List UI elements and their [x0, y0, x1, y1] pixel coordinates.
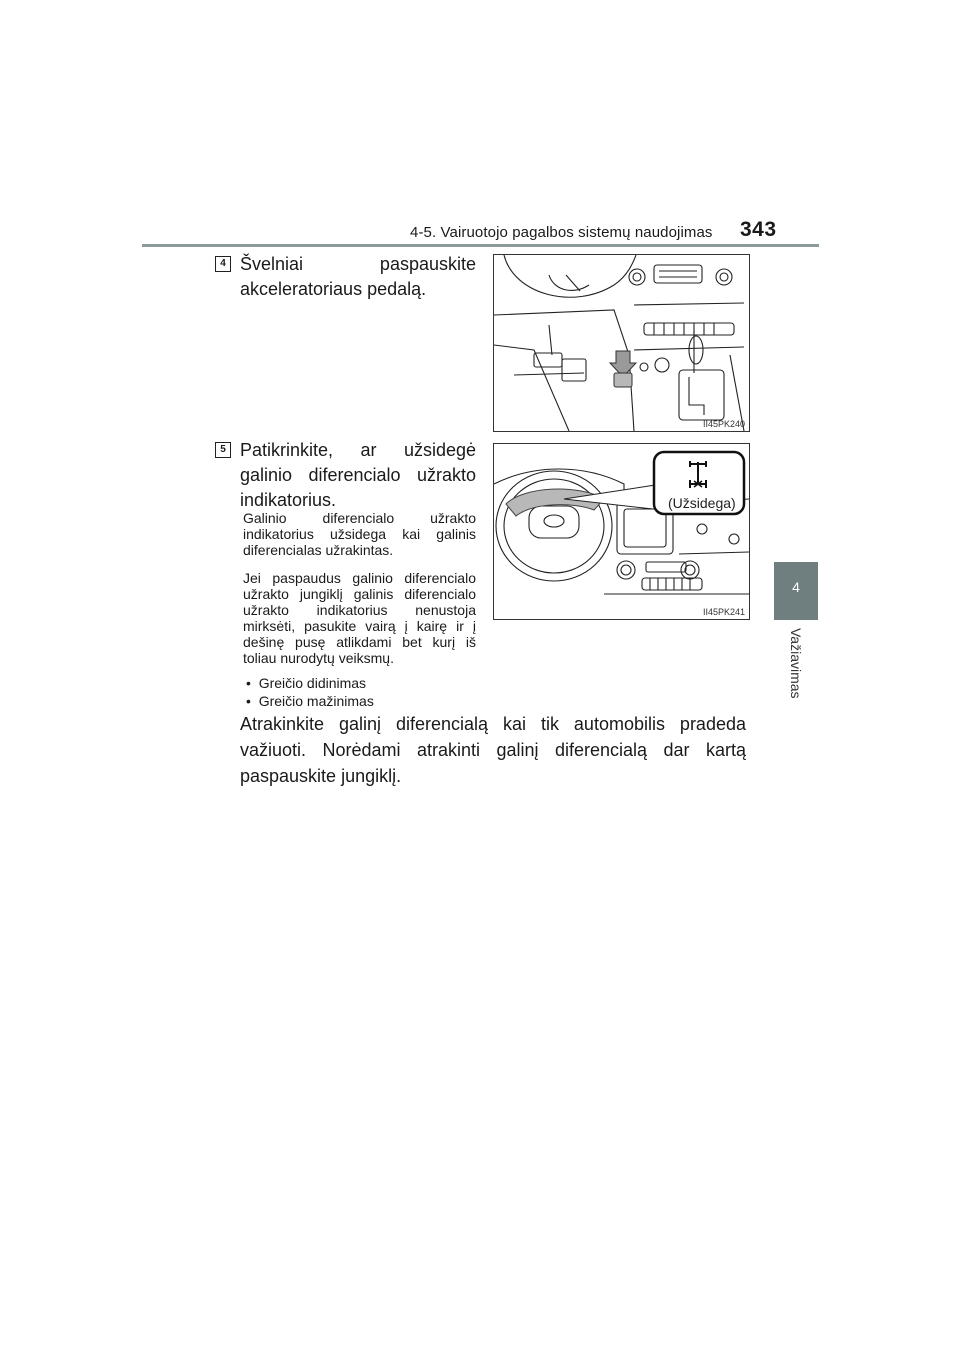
figure-code: II45PK240	[702, 419, 745, 429]
chapter-tab	[774, 562, 818, 620]
chapter-number: 4	[792, 579, 800, 595]
figure-code: II45PK241	[702, 607, 745, 617]
figure-accelerator-pedal	[493, 254, 750, 432]
step-5-text: Patikrinkite, ar užsidegė galinio diferencialo užrakto indikatorius.	[240, 440, 476, 510]
figure-indicator	[493, 443, 750, 620]
step-number-box: 4	[215, 256, 231, 272]
closing-paragraph: Atrakinkite galinį diferencialą kai tik automobilis pradeda važiuoti. Norėdami atrakinti galinį diferencialą dar kartą paspauskite jungiklį.	[240, 714, 746, 786]
header-rule	[142, 244, 819, 247]
step-4-text: Švelniai paspauskite akceleratoriaus pedalą.	[240, 254, 476, 299]
section-title: 4-5. Vairuotojo pagalbos sistemų naudojimas	[410, 224, 713, 241]
bullet-text: Greičio mažinimas	[258, 693, 374, 709]
chapter-label-vertical	[774, 628, 818, 718]
chapter-label: Važiavimas	[788, 628, 804, 699]
indicator-callout-label: (Užsidega)	[668, 495, 736, 511]
dashboard-illustration	[494, 444, 749, 619]
accelerator-illustration	[494, 255, 749, 431]
step-number-box: 5	[215, 442, 231, 458]
bullet-item: • Greičio didinimas	[246, 675, 367, 691]
step-5-note-1: Galinio diferencialo užrakto indikatorius užsidega kai galinis diferencialas užrakintas.	[243, 510, 476, 558]
page-number: 343	[740, 218, 777, 241]
bullet-text: Greičio didinimas	[258, 675, 367, 691]
bullet-item: • Greičio mažinimas	[246, 693, 374, 709]
step-5-note-2: Jei paspaudus galinio diferencialo užrakto jungiklį galinis diferencialo užrakto indikatorius nenustoja mirksėti, pasukite vairą į kairę ir į dešinę pusę atlikdami bet kurį iš toliau nurodytų veiksmų.	[243, 570, 476, 666]
